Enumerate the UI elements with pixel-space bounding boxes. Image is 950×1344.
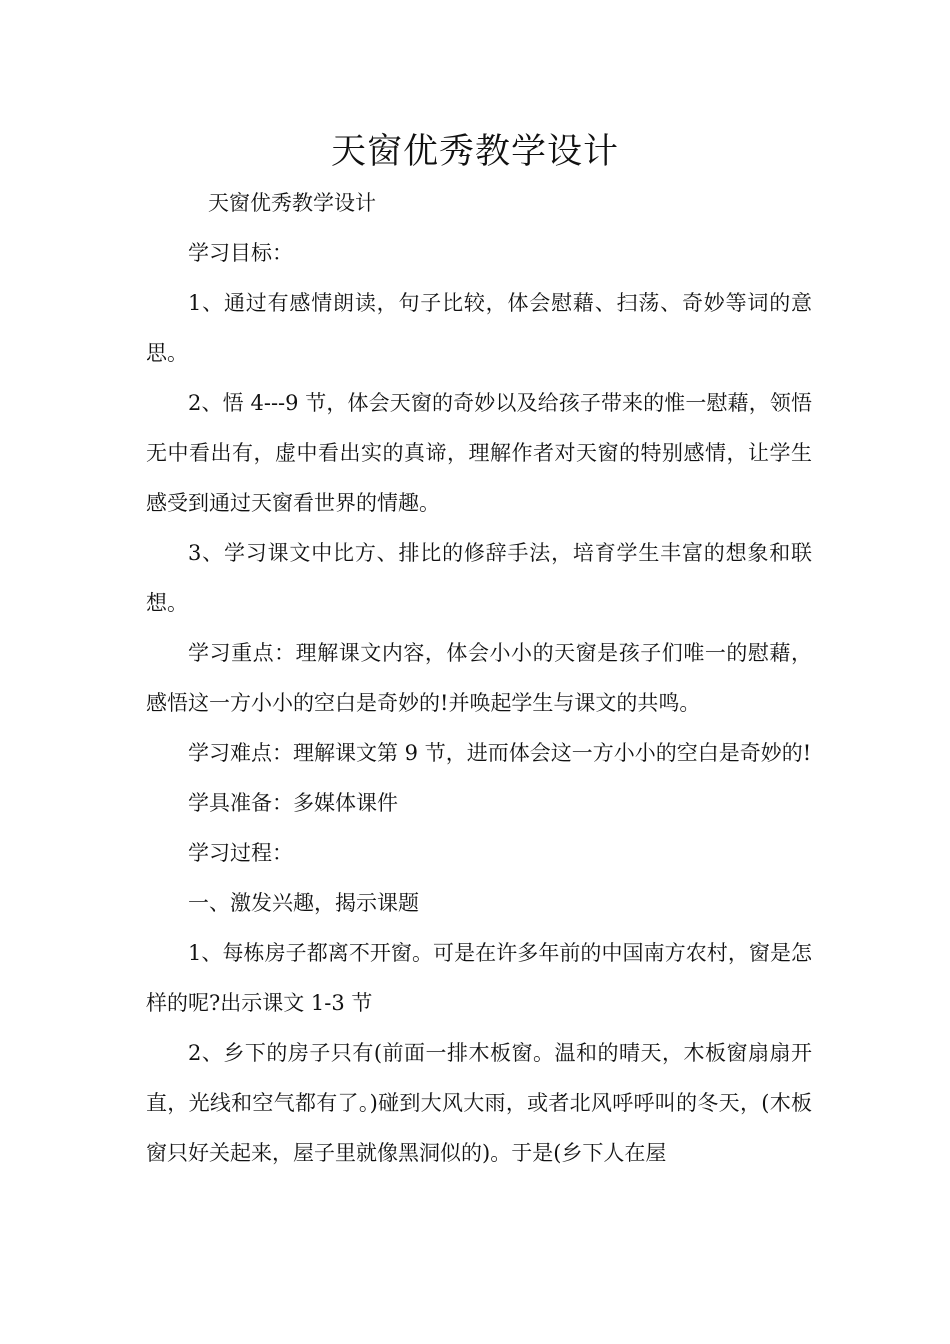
key-points-paragraph: 学习重点：理解课文内容，体会小小的天窗是孩子们唯一的慰藉，感悟这一方小小的空白是奇妙的!并唤起学生与课文的共鸣。 [146,641,812,715]
process-item-2: 2、乡下的房子只有(前面一排木板窗。温和的晴天，木板窗扇扇开直，光线和空气都有了。)碰到大风大雨，或者北风呼呼叫的冬天，(木板窗只好关起来，屋子里就像黑洞似的)。于是(乡下人在屋 [146,1041,812,1165]
document-title: 天窗优秀教学设计 [330,132,619,172]
document-body [146,178,812,1178]
learning-goals-heading: 学习目标： [188,241,293,265]
process-item-1: 1、每栋房子都离不开窗。可是在许多年前的中国南方农村，窗是怎样的呢?出示课文 1-3 节 [146,941,812,1015]
section-heading-1: 一、激发兴趣，揭示课题 [188,891,419,915]
materials-paragraph: 学具准备：多媒体课件 [188,791,398,815]
goal-item-3: 3、学习课文中比方、排比的修辞手法，培育学生丰富的想象和联想。 [146,541,812,615]
subtitle-paragraph: 天窗优秀教学设计 [208,191,376,215]
process-heading: 学习过程： [188,841,293,865]
difficulties-paragraph: 学习难点：理解课文第 9 节，进而体会这一方小小的空白是奇妙的! [188,741,812,765]
goal-item-1: 1、通过有感情朗读，句子比较，体会慰藉、扫荡、奇妙等词的意思。 [146,291,812,365]
goal-item-2: 2、悟 4---9 节，体会天窗的奇妙以及给孩子带来的惟一慰藉，领悟无中看出有，虚中看出实的真谛，理解作者对天窗的特别感情，让学生感受到通过天窗看世界的情趣。 [146,391,812,515]
